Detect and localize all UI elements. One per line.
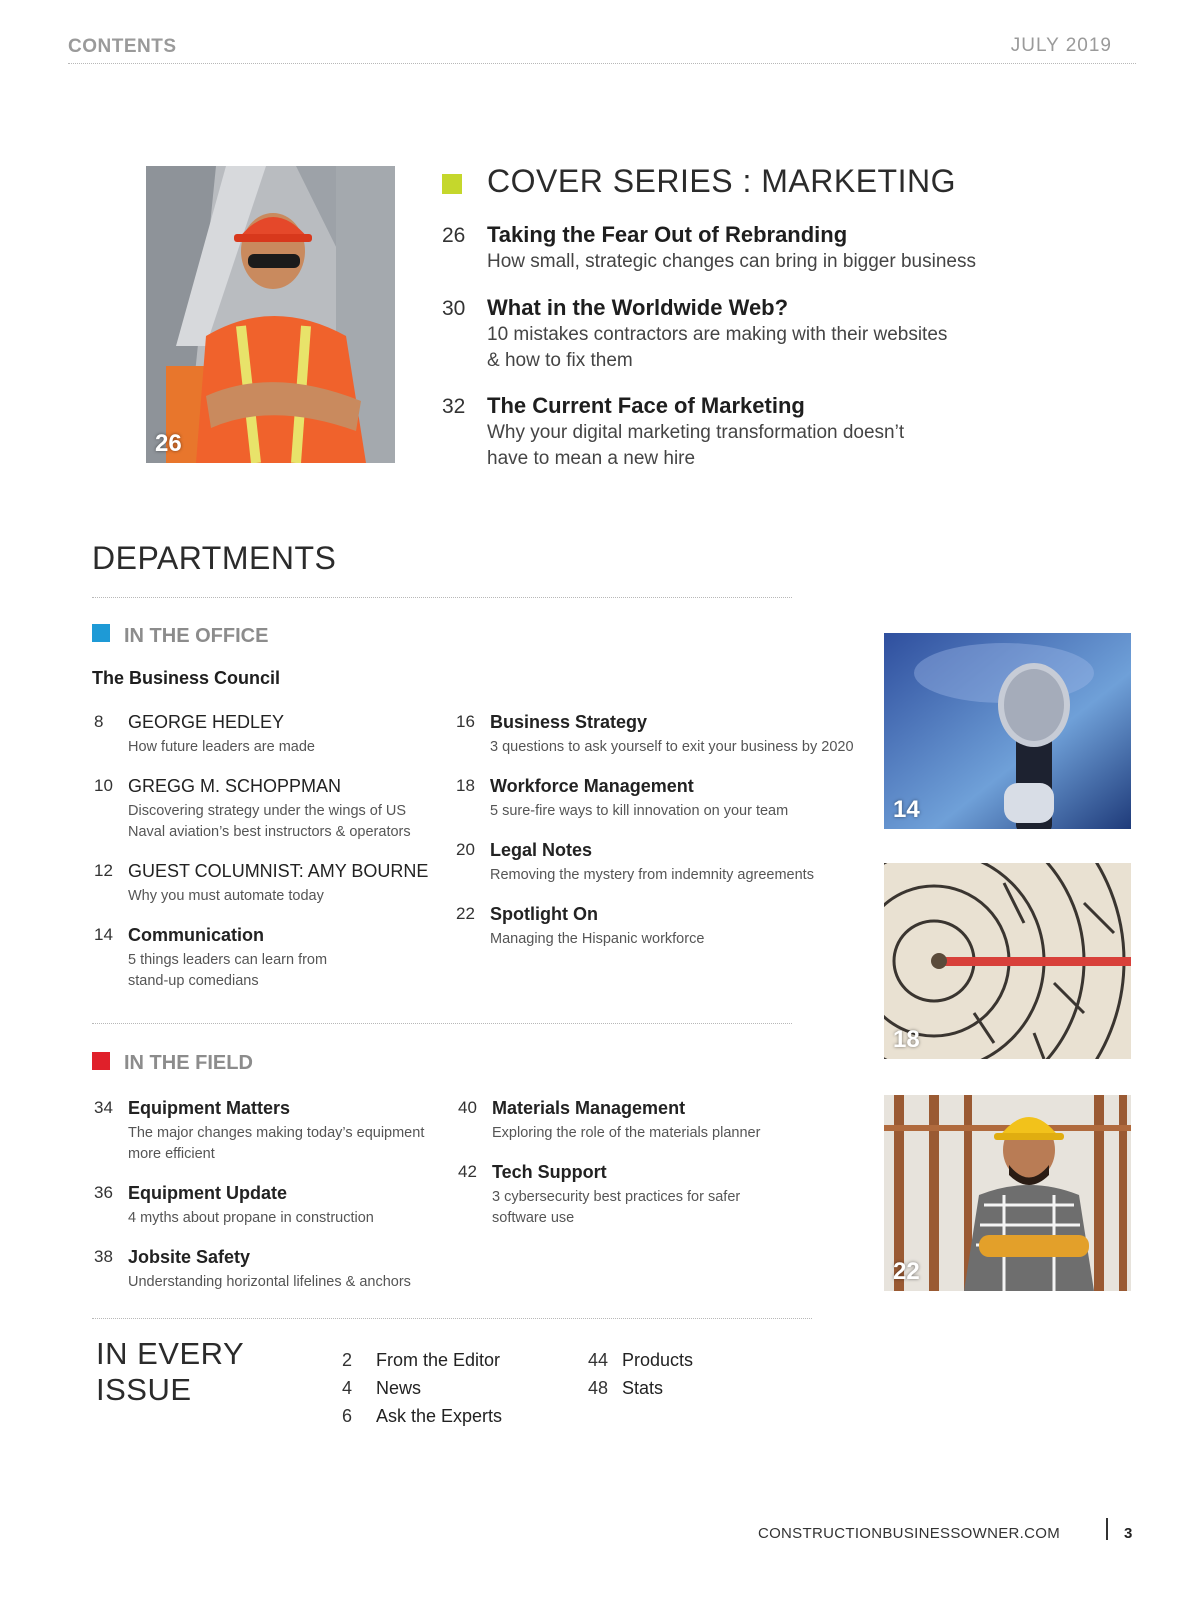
- office-section-title: IN THE OFFICE: [124, 625, 269, 647]
- department-photo-worker[interactable]: [884, 1095, 1131, 1291]
- entry-title: Business Strategy: [490, 712, 648, 732]
- department-photo-microphone[interactable]: [884, 633, 1131, 829]
- entry-subtitle: 3 cybersecurity best practices for safer software use: [492, 1189, 741, 1226]
- departments-title: DEPARTMENTS: [92, 540, 337, 576]
- entry-page: 40: [458, 1098, 477, 1117]
- cover-series-title: COVER SERIES : MARKETING: [487, 163, 956, 199]
- entry-title: Jobsite Safety: [128, 1247, 251, 1267]
- entry-page: 16: [456, 712, 475, 731]
- entry-subtitle: 5 sure-fire ways to kill innovation on your team: [490, 803, 789, 819]
- cover-item-subtitle: 10 mistakes contractors are making with their websites: [487, 324, 948, 345]
- photo-page-number: 14: [893, 796, 920, 823]
- header-divider: [68, 63, 1136, 64]
- entry-page: 14: [94, 925, 113, 944]
- cover-item-title[interactable]: What in the Worldwide Web?: [487, 295, 789, 320]
- entry-page: 36: [94, 1183, 113, 1202]
- section-label: CONTENTS: [68, 36, 177, 57]
- every-issue-item[interactable]: 48 Stats: [588, 1378, 664, 1398]
- page-number: 3: [1124, 1525, 1133, 1542]
- entry-title: Equipment Matters: [128, 1098, 291, 1118]
- entry-subtitle: 5 things leaders can learn from stand-up comedians: [128, 952, 328, 989]
- every-issue-title: IN EVERY ISSUE: [96, 1336, 245, 1407]
- entry-page: 42: [458, 1162, 477, 1181]
- entry-subtitle: Understanding horizontal lifelines & anchors: [128, 1274, 411, 1290]
- entry-page: 8: [94, 712, 104, 731]
- office-divider: [92, 1023, 792, 1024]
- entry-page: 20: [456, 840, 475, 859]
- cover-item-subtitle: & how to fix them: [487, 350, 633, 371]
- worker-illustration: [884, 1095, 1131, 1291]
- entry-page: 12: [94, 861, 113, 880]
- cover-item-page: 30: [442, 297, 466, 320]
- entry-subtitle: 3 questions to ask yourself to exit your business by 2020: [490, 739, 854, 755]
- entry-title: Legal Notes: [490, 840, 593, 860]
- entry-title: Tech Support: [492, 1162, 607, 1182]
- office-marker: [92, 624, 110, 642]
- microphone-illustration: [884, 633, 1131, 829]
- entry-title: Materials Management: [492, 1098, 686, 1118]
- cover-item-page: 26: [442, 224, 466, 247]
- entry-title: GUEST COLUMNIST: AMY BOURNE: [128, 861, 429, 881]
- photo-page-number: 26: [155, 430, 182, 457]
- maze-illustration: [884, 863, 1131, 1059]
- every-issue-item[interactable]: 6 Ask the Experts: [342, 1406, 503, 1426]
- entry-title: Workforce Management: [490, 776, 694, 796]
- entry-page: 38: [94, 1247, 113, 1266]
- entry-title: GEORGE HEDLEY: [128, 712, 285, 732]
- cover-item-page: 32: [442, 395, 466, 418]
- entry-subtitle: Why you must automate today: [128, 888, 324, 904]
- cover-item-title[interactable]: The Current Face of Marketing: [487, 393, 805, 418]
- cover-series-marker: [442, 174, 462, 194]
- entry-title: GREGG M. SCHOPPMAN: [128, 776, 342, 796]
- entry-subtitle: How future leaders are made: [128, 739, 315, 755]
- entry-title: Communication: [128, 925, 265, 945]
- entry-title: Equipment Update: [128, 1183, 288, 1203]
- every-issue-item[interactable]: 4 News: [342, 1378, 422, 1398]
- every-issue-item[interactable]: 2 From the Editor: [342, 1350, 501, 1370]
- field-section-title: IN THE FIELD: [124, 1052, 253, 1074]
- photo-page-number: 18: [893, 1026, 920, 1053]
- departments-divider: [92, 597, 792, 598]
- photo-page-number: 22: [893, 1258, 920, 1285]
- entry-page: 22: [456, 904, 475, 923]
- entry-subtitle: 4 myths about propane in construction: [128, 1210, 374, 1226]
- field-marker: [92, 1052, 110, 1070]
- entry-subtitle: Discovering strategy under the wings of US Naval aviation’s best instructors & operators: [128, 803, 411, 840]
- entry-page: 18: [456, 776, 475, 795]
- entry-title: Spotlight On: [490, 904, 598, 924]
- entry-subtitle: Managing the Hispanic workforce: [490, 931, 705, 947]
- entry-subtitle: Exploring the role of the materials planner: [492, 1125, 761, 1141]
- department-photo-maze[interactable]: [884, 863, 1131, 1059]
- business-council-title: The Business Council: [92, 668, 281, 688]
- cover-item-subtitle: have to mean a new hire: [487, 448, 696, 469]
- footer-separator: [1106, 1518, 1108, 1540]
- worker-photo-illustration: [146, 166, 395, 463]
- entry-page: 34: [94, 1098, 113, 1117]
- entry-page: 10: [94, 776, 113, 795]
- cover-item-subtitle: How small, strategic changes can bring in bigger business: [487, 251, 976, 272]
- every-issue-item[interactable]: 44 Products: [588, 1350, 694, 1370]
- cover-item-title[interactable]: Taking the Fear Out of Rebranding: [487, 222, 848, 247]
- cover-item-subtitle: Why your digital marketing transformation doesn’t: [487, 422, 905, 443]
- issue-date: JULY 2019: [1010, 35, 1112, 56]
- cover-photo[interactable]: [146, 166, 395, 463]
- entry-subtitle: The major changes making today’s equipment more efficient: [128, 1125, 425, 1162]
- website-url[interactable]: CONSTRUCTIONBUSINESSOWNER.COM: [757, 1525, 1060, 1542]
- field-divider: [92, 1318, 812, 1319]
- entry-subtitle: Removing the mystery from indemnity agreements: [490, 867, 814, 883]
